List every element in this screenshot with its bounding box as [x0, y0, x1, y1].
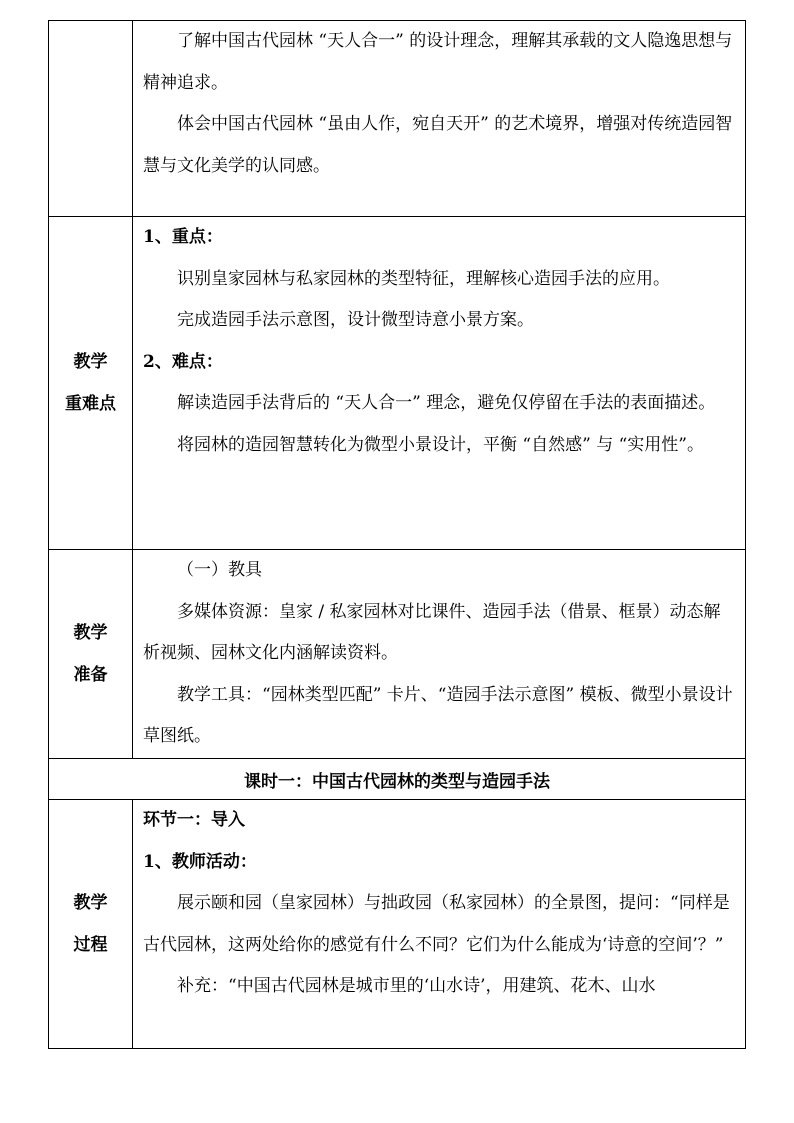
goal-paragraph: 了解中国古代园林 “天人合一” 的设计理念，理解其承载的文人隐逸思想与精神追求。 [143, 31, 733, 93]
process-label [49, 800, 133, 1049]
important-item: 识别皇家园林与私家园林的类型特征，理解核心造园手法的应用。 [177, 268, 670, 289]
goal-row [49, 21, 746, 217]
section-title: 课时一：中国古代园林的类型与造园手法 [49, 759, 746, 800]
label-line: 重难点 [65, 394, 116, 414]
preparation-row [49, 550, 746, 759]
label-line: 教学 [73, 893, 108, 913]
preparation-label [49, 550, 133, 759]
goal-content-cell [133, 21, 746, 217]
preparation-content [133, 550, 746, 759]
label-line: 准备 [73, 665, 108, 685]
key-points-content [133, 217, 746, 550]
activity-heading: 1、教师活动： [143, 851, 257, 872]
label-line: 过程 [73, 935, 108, 955]
step-heading: 环节一：导入 [143, 810, 245, 830]
difficult-item: 解读造园手法背后的 “天人合一” 理念，避免仅停留在手法的表面描述。 [177, 393, 716, 413]
key-points-row [49, 217, 746, 550]
process-paragraph: 展示颐和园（皇家园林）与拙政园（私家园林）的全景图，提问：“同样是古代园林，这两处给你的感觉有什么不同？它们为什么能成为‘诗意的空间’？” [143, 893, 730, 955]
difficult-item: 将园林的造园智慧转化为微型小景设计，平衡 “自然感” 与 “实用性”。 [177, 434, 704, 455]
difficult-heading: 2、难点： [143, 351, 223, 372]
goal-label-cell [49, 21, 133, 217]
key-points-label [49, 217, 133, 550]
goal-paragraph: 体会中国古代园林 “虽由人作，宛自天开” 的艺术境界，增强对传统造园智慧与文化美学的认同感。 [143, 114, 733, 176]
process-content [133, 800, 746, 1049]
lesson-plan-table [48, 20, 746, 1049]
label-line: 教学 [73, 352, 108, 372]
preparation-item: 教学工具：“园林类型匹配” 卡片、“造园手法示意图” 模板、微型小景设计草图纸。 [143, 684, 733, 746]
process-paragraph: 补充：“中国古代园林是城市里的‘山水诗’，用建筑、花木、山水 [177, 976, 656, 996]
important-item: 完成造园手法示意图，设计微型诗意小景方案。 [177, 310, 534, 330]
section-row [49, 759, 746, 800]
teaching-aids-heading: （一）教具 [177, 560, 262, 580]
preparation-item: 多媒体资源：皇家 / 私家园林对比课件、造园手法（借景、框景）动态解析视频、园林文化内涵解读资料。 [143, 601, 721, 663]
important-heading: 1、重点： [143, 227, 223, 247]
process-row [49, 800, 746, 1049]
label-line: 教学 [73, 623, 108, 643]
